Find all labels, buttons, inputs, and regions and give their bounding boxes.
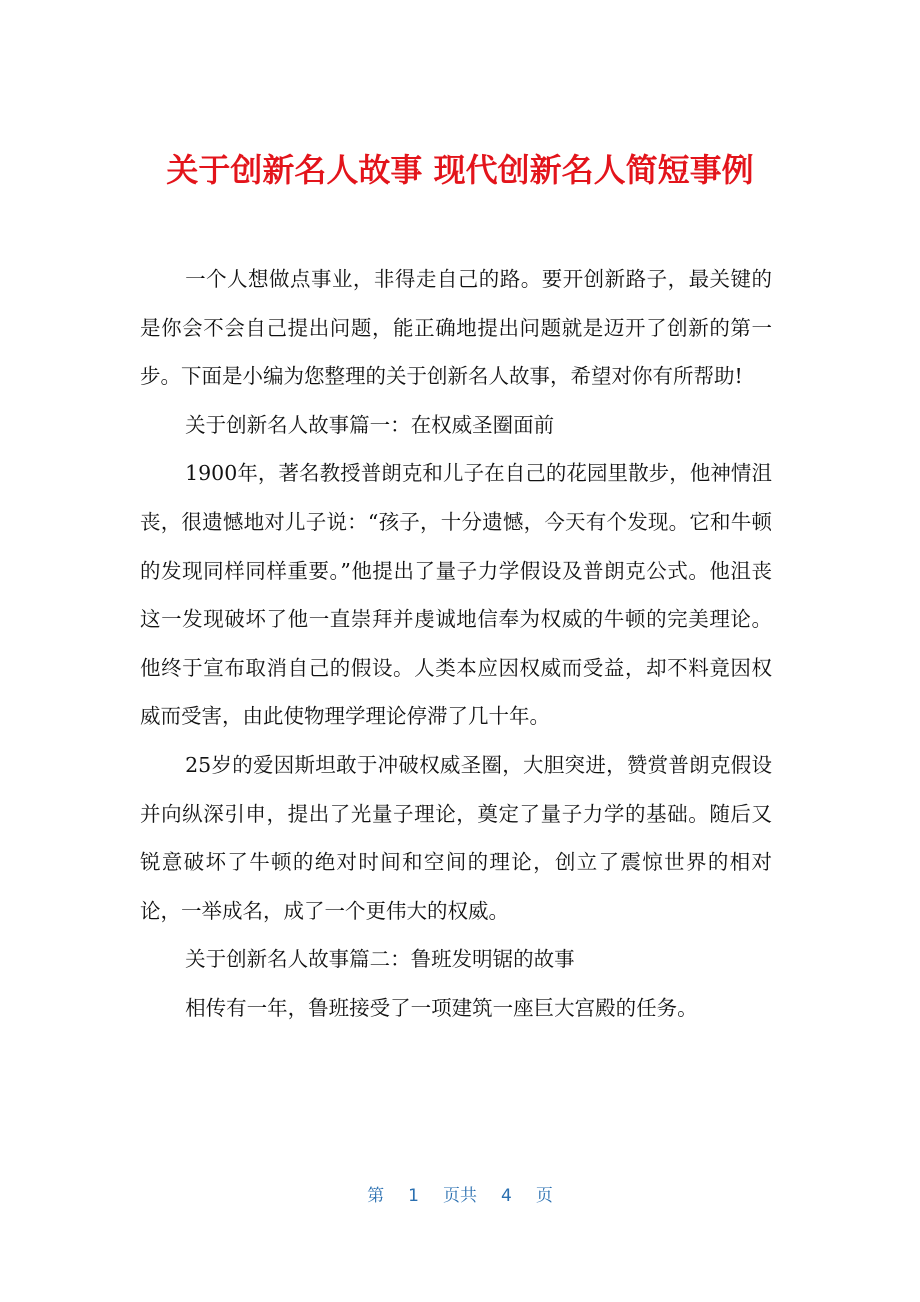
- footer-suffix: 页: [535, 1186, 553, 1206]
- document-title: 关于创新名人故事 现代创新名人简短事例: [166, 151, 754, 189]
- paragraph-planck: 1900年，著名教授普朗克和儿子在自己的花园里散步，他神情沮丧，很遗憾地对儿子说：“孩子，十分遗憾，今天有个发现。它和牛顿的发现同样同样重要。”他提出了量子力学假设及普朗克公式。他沮丧这一发现破坏了他一直崇拜并虔诚地信奉为权威的牛顿的完美理论。他终于宣布取消自己的假设。人类本应因权威而受益，却不料竟因权威而受害，由此使物理学理论停滞了几十年。: [140, 461, 772, 729]
- footer-page-number: 1: [408, 1186, 419, 1206]
- paragraph-luban: 相传有一年，鲁班接受了一项建筑一座巨大宫殿的任务。: [185, 995, 698, 1020]
- document-body: [140, 255, 772, 1033]
- footer-total-pages: 4: [501, 1186, 512, 1206]
- paragraph-intro: 一个人想做点事业，非得走自己的路。要开创新路子，最关键的是你会不会自己提出问题，能正确地提出问题就是迈开了创新的第一步。下面是小编为您整理的关于创新名人故事，希望对你有所帮助!: [140, 267, 772, 389]
- paragraph-einstein: 25岁的爱因斯坦敢于冲破权威圣圈，大胆突进，赞赏普朗克假设并向纵深引申，提出了光量子理论，奠定了量子力学的基础。随后又锐意破坏了牛顿的绝对时间和空间的理论，创立了震惊世界的相对论，一举成名，成了一个更伟大的权威。: [140, 752, 772, 923]
- page-footer: [0, 1183, 920, 1209]
- footer-prefix: 第: [367, 1186, 385, 1206]
- section-heading-1: 关于创新名人故事篇一：在权威圣圈面前: [185, 412, 555, 437]
- footer-middle: 页共: [443, 1186, 477, 1206]
- section-heading-2: 关于创新名人故事篇二：鲁班发明锯的故事: [185, 947, 575, 972]
